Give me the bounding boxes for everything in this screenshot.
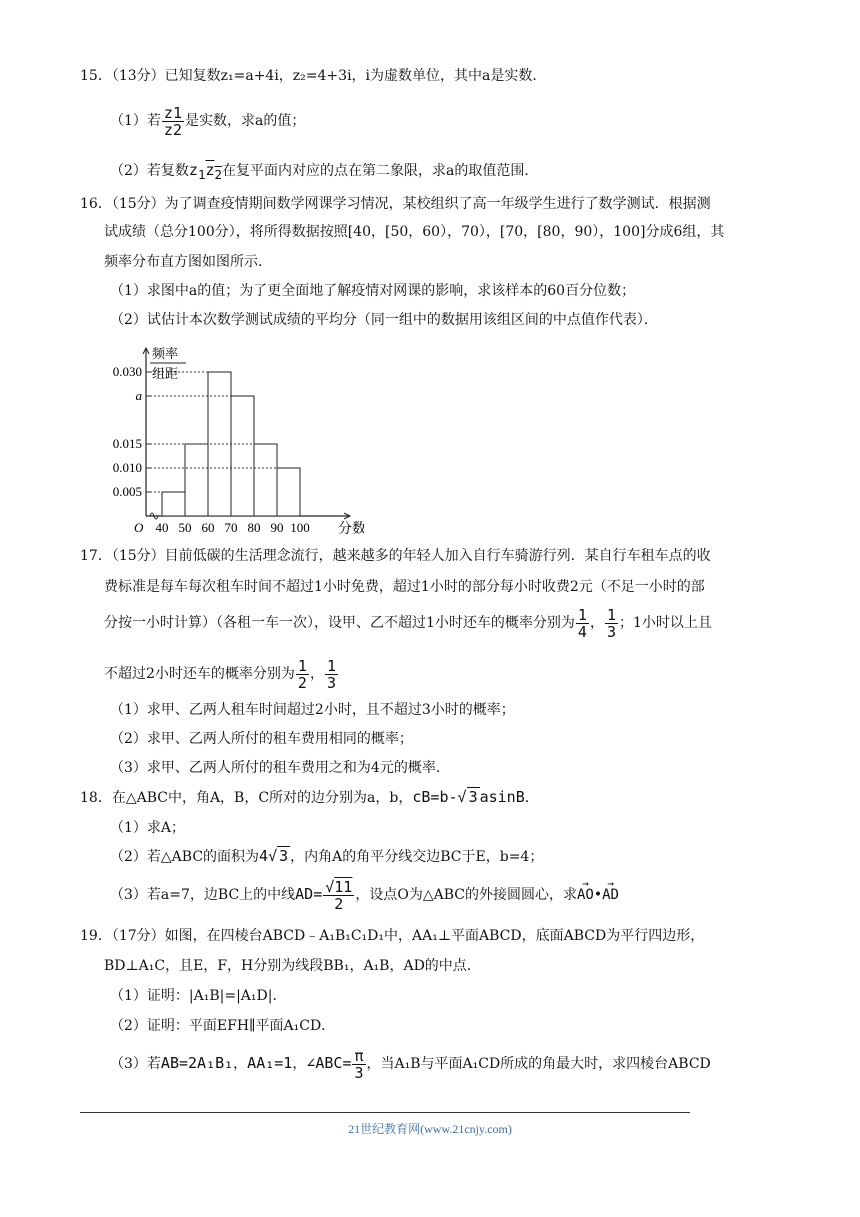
q16-line3: 频率分布直方图如图所示．: [104, 254, 272, 270]
q15-p2-sub2: 2: [214, 167, 223, 182]
q18-p2-rad: 3: [279, 847, 289, 865]
q15-p1-fraction: [162, 105, 184, 138]
q19-p3-fraction: [352, 1048, 365, 1081]
x-tick-label-100: 100: [290, 520, 310, 535]
q19-p3-pre: （3）若: [110, 1056, 161, 1072]
histogram-bar-[50,60): [185, 444, 208, 516]
q19-p3-eq2: AA₁=1: [247, 1054, 293, 1072]
q18-stem: [80, 787, 539, 808]
q19-p3-eq1: AB=2A₁B₁: [160, 1054, 234, 1072]
q18-stem-pre: 18．在△ABC中，角A，B，C所对的边分别为a，b，: [80, 790, 413, 806]
q17-frac-1-4: [576, 607, 589, 640]
q18-part2: [110, 846, 543, 867]
q18-p3-frac-den: 2: [334, 894, 344, 913]
q17-frac-1-3b-den: 3: [326, 673, 336, 692]
x-tick-label-40: 40: [155, 520, 169, 535]
y-tick-label-4: 0.005: [112, 484, 142, 499]
histogram-svg: [100, 336, 364, 536]
q19-part2: （2）证明：平面EFH∥平面A₁CD．: [110, 1018, 336, 1034]
q15-p1-pre: （1）若: [110, 113, 161, 129]
histogram-bar-[40,50): [162, 492, 185, 516]
q18-p2-area: [259, 847, 290, 865]
q18-p3-vector-ao: → AO: [577, 877, 594, 913]
q19-p3-frac-den: 3: [354, 1063, 364, 1082]
histogram-bar-[80,90): [254, 444, 277, 516]
q19-p3-angle: ∠ABC=: [306, 1054, 352, 1072]
q15-p1-post: 是实数，求a的值；: [184, 113, 306, 129]
q18-stem-eq-a: cB=b-: [412, 788, 458, 806]
histogram-figure: [100, 336, 364, 536]
q19-line1: 19．（17分）如图，在四棱台ABCD﹣A₁B₁C₁D₁中，AA₁⊥平面ABCD，底面ABCD为平行四边形，: [80, 928, 705, 944]
q15-part2: [110, 160, 538, 185]
x-tick-label-70: 70: [224, 520, 238, 535]
q18-p3-pre: （3）若a=7，边BC上的中线: [110, 887, 296, 903]
q18-stem-rad: 3: [468, 788, 478, 806]
q18-p3-frac-num: √11: [325, 877, 353, 896]
q16-part1: （1）求图中a的值；为了更全面地了解疫情对网课的影响，求该样本的60百分位数；: [110, 283, 636, 299]
q18-p3-dot: •: [593, 887, 603, 903]
q17-line3-sep: ，: [589, 615, 604, 631]
q17-frac-1-3b-num: 1: [326, 656, 336, 675]
q18-p3-vector-ad: → AD: [602, 877, 619, 913]
q15-p1-frac-num: z1: [163, 103, 182, 122]
q15-p1-frac-den: z2: [163, 120, 182, 139]
q17-line3-post: ；1小时以上且: [618, 615, 712, 631]
q18-p2-post: ，内角A的角平分线交边BC于E，b=4；: [290, 849, 544, 865]
q18-p3-mid: ，设点O为△ABC的外接圆圆心，求: [355, 887, 577, 903]
q17-line3: [104, 606, 712, 640]
q17-part3: （3）求甲、乙两人所付的租车费用之和为4元的概率．: [110, 760, 450, 776]
q16-line1: 16．（15分）为了调查疫情期间数学网课学习情况，某校组织了高一年级学生进行了数学测试．根据测: [80, 196, 711, 212]
q18-p2-val: 4: [259, 847, 269, 865]
q15-p2-z1: z: [188, 161, 198, 179]
x-axis-label: 分数: [338, 522, 364, 536]
q15-stem: 15．（13分）已知复数z₁=a+4i，z₂=4+3i，i为虚数单位，其中a是实数．: [80, 68, 547, 84]
q18-p2-sqrt: √ 3: [268, 847, 289, 865]
q17-line3-pre: 分按一小时计算）（各租一车一次），设甲、乙不超过1小时还车的概率分别为: [104, 615, 575, 631]
q18-p3-num-rad: 11: [334, 877, 353, 896]
q19-p3-post: ，当A₁B与平面A₁CD所成的角最大时，求四棱台ABCD: [366, 1056, 711, 1072]
y-tick-label-0: 0.030: [112, 364, 142, 379]
q17-line2: 费标准是每车每次租车时间不超过1小时免费，超过1小时的部分每小时收费2元（不足一小时的部: [104, 579, 705, 595]
footer-divider: [80, 1112, 690, 1113]
origin-label: O: [134, 520, 144, 535]
q17-frac-1-3a-den: 3: [606, 622, 616, 641]
q18-stem-eq-b: asinB: [479, 788, 525, 806]
q18-p3-ad: AD=: [295, 885, 323, 903]
q17-line4-pre: 不超过2小时还车的概率分别为: [104, 666, 295, 682]
q17-frac-1-3b: [325, 658, 338, 691]
q18-p2-pre: （2）若△ABC的面积为: [110, 849, 260, 865]
x-tick-label-60: 60: [201, 520, 215, 535]
q17-line4: [104, 657, 339, 691]
q18-p3-fraction: [323, 879, 354, 912]
q19-part1: （1）证明：|A₁B|=|A₁D|．: [110, 988, 287, 1004]
q15-p2-post: 在复平面内对应的点在第二象限，求a的取值范围．: [222, 163, 539, 179]
q15-part1: [110, 104, 305, 138]
y-tick-label-2: 0.015: [112, 436, 142, 451]
q17-frac-1-4-num: 1: [577, 605, 587, 624]
q15-p2-z2: z: [205, 161, 215, 179]
q18-part1: （1）求A；: [110, 820, 186, 836]
q17-line1: 17．（15分）目前低碳的生活理念流行，越来越多的年轻人加入自行车骑游行列．某自行车租车点的收: [80, 548, 711, 564]
q15-p2-z2-bar: [205, 161, 223, 182]
q16-line2: 试成绩（总分100分），将所得数据按照[40，[50，60），70），[70，[80，90），100]分成6组，其: [104, 224, 725, 240]
q19-part3: [110, 1046, 711, 1081]
q15-p2-expr: [188, 161, 223, 182]
x-tick-label-80: 80: [247, 520, 261, 535]
histogram-bar-[70,80): [231, 396, 254, 516]
x-tick-label-50: 50: [178, 520, 192, 535]
q17-frac-1-3a-num: 1: [606, 605, 616, 624]
q17-frac-1-2: [296, 658, 309, 691]
q19-line2: BD⊥A₁C，且E，F，H分别为线段BB₁，A₁B，AD的中点．: [104, 958, 481, 974]
y-label-top: 频率: [152, 346, 179, 361]
q18-stem-sqrt: √ 3: [457, 788, 478, 806]
q18-stem-equation: [412, 788, 524, 806]
q19-p3-sep1: ，: [233, 1056, 248, 1072]
q18-stem-end: ．: [524, 790, 539, 806]
q15-p2-sub1: 1: [197, 167, 206, 182]
q17-part1: （1）求甲、乙两人租车时间超过2小时，且不超过3小时的概率；: [110, 702, 515, 718]
x-tick-label-90: 90: [270, 520, 284, 535]
q18-part3: [110, 876, 619, 913]
q17-part2: （2）求甲、乙两人所付的租车费用相同的概率；: [110, 731, 413, 747]
q17-frac-1-2-den: 2: [297, 673, 307, 692]
footer-source: 21世纪教育网(www.21cnjy.com): [348, 1122, 512, 1136]
histogram-bar-[90,100]: [277, 468, 300, 516]
y-tick-label-1: a: [135, 388, 142, 403]
q19-p3-sep2: ，: [292, 1056, 307, 1072]
y-label-bottom: 组距: [152, 366, 179, 381]
q16-part2: （2）试估计本次数学测试成绩的平均分（同一组中的数据用该组区间的中点值作代表）．: [110, 312, 658, 328]
q17-frac-1-3a: [605, 607, 618, 640]
y-tick-label-3: 0.010: [112, 460, 142, 475]
q19-p3-frac-num: π: [354, 1046, 364, 1065]
q17-frac-1-2-num: 1: [297, 656, 307, 675]
q17-frac-1-4-den: 4: [577, 622, 587, 641]
q15-p2-pre: （2）若复数: [110, 163, 189, 179]
q17-line4-sep: ，: [309, 666, 324, 682]
